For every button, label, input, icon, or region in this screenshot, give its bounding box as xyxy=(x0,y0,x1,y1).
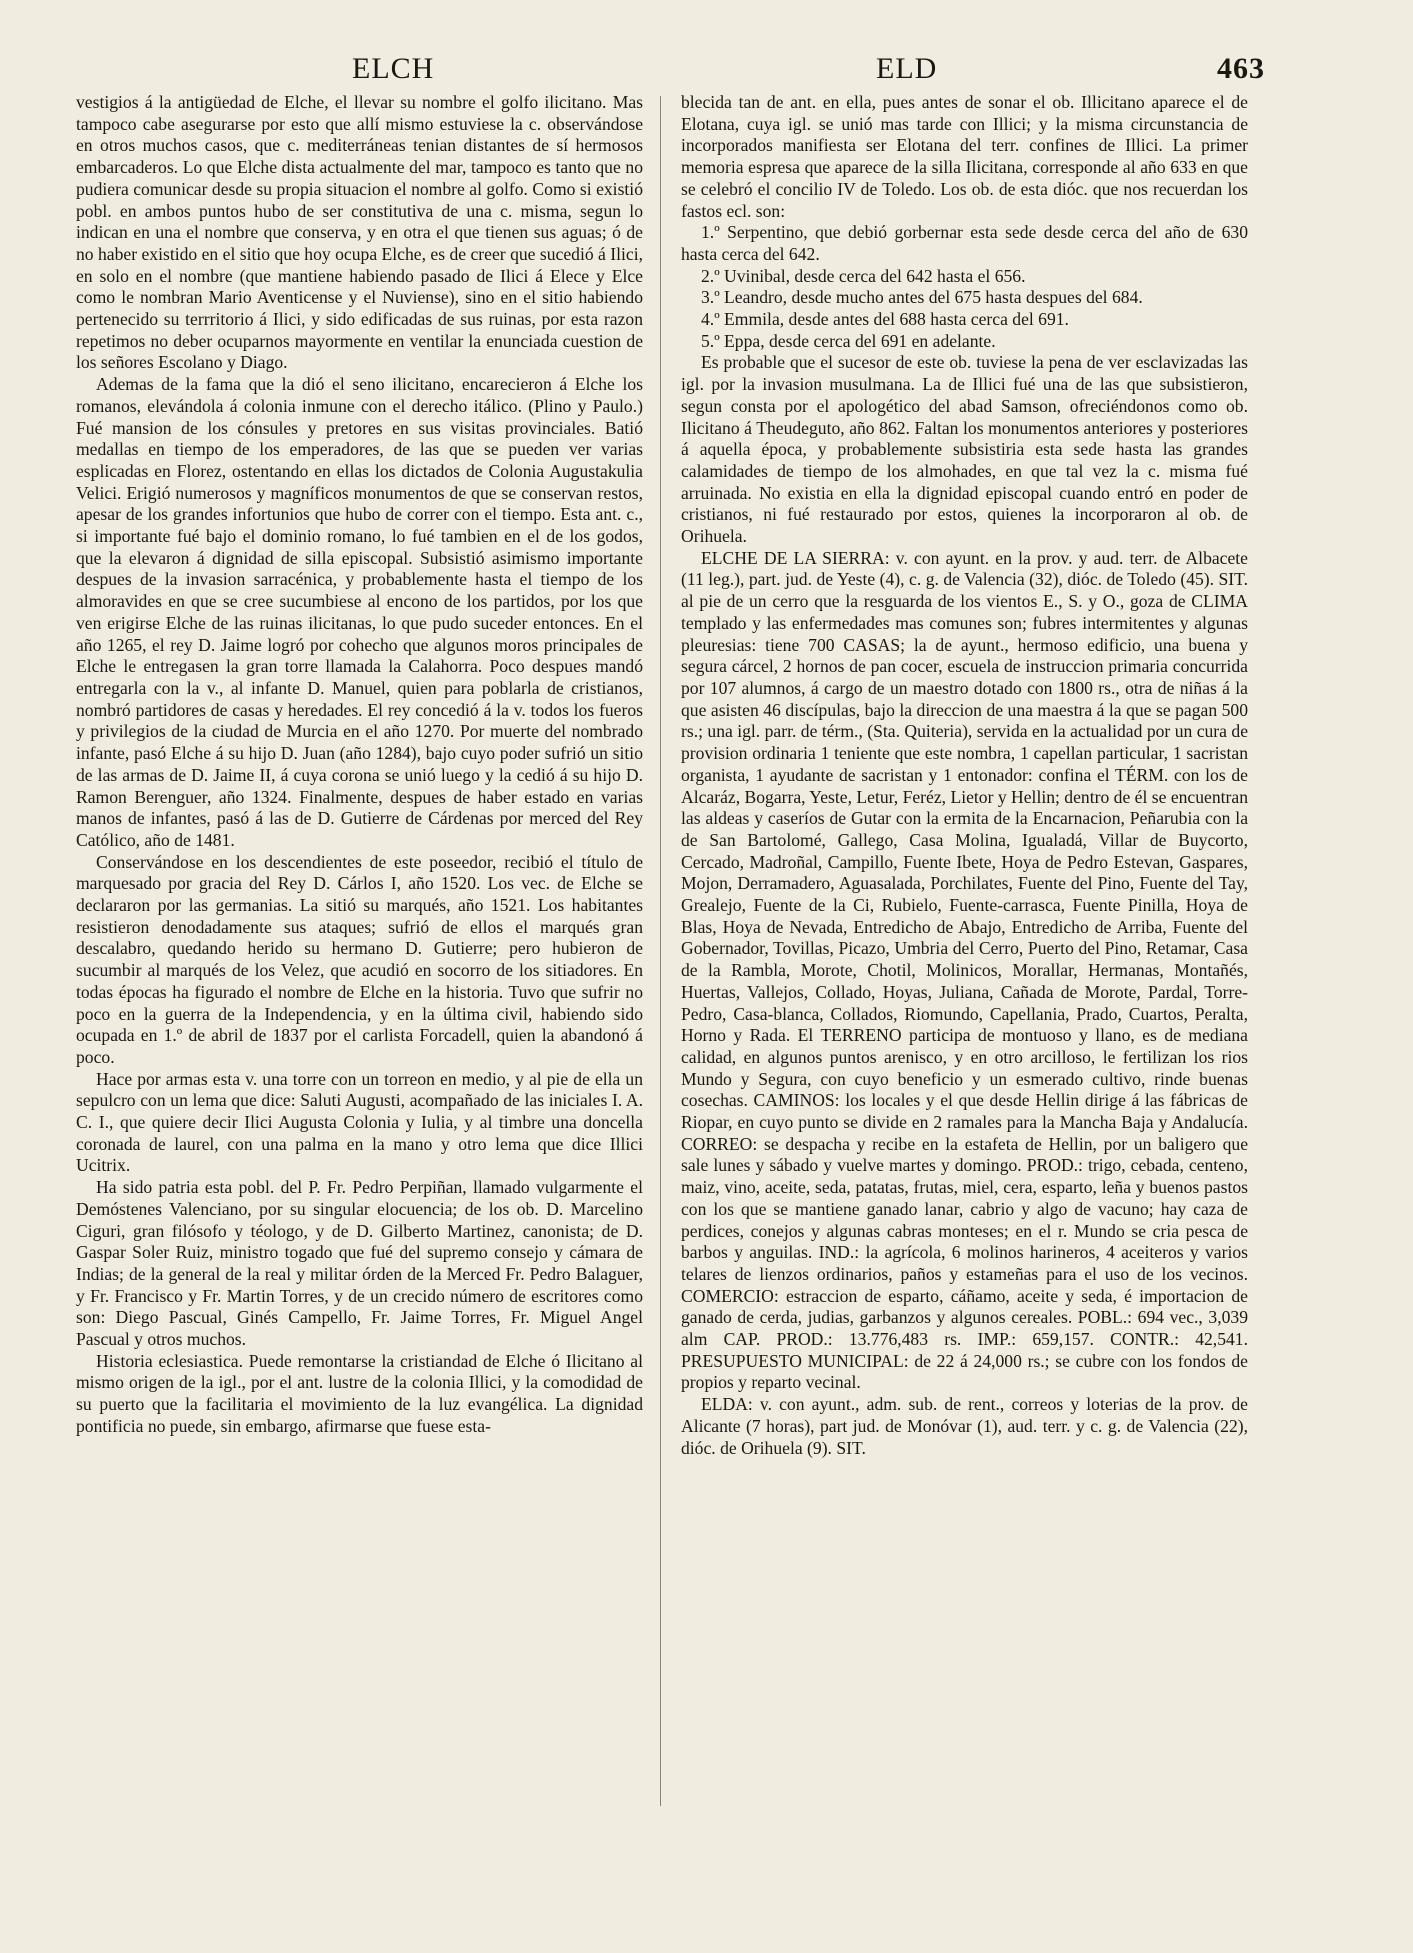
list-item: 4.º Emmila, desde antes del 688 hasta cerca del 691. xyxy=(701,309,1069,330)
paragraph: Es probable que el sucesor de este ob. tuviese la pena de ver esclavizadas las igl. por la invasion musulmana. La de Illici fué una de las que subsistieron, segun consta por el apologético del abad Samson, ofreciéndonos como ob. Ilicitano á Theudeguto, año 862. Faltan los monumentos anteriores y posteriores á aquella época, y probablemente subsistiria esta sede hasta las grandes calamidades de tiempo de los almohades, en que tal vez la c. misma fué arruinada. No existia en ella la dignidad episcopal cuando entró en poder de cristianos, ni fué restaurado por estos, quienes la incorporaron al ob. de Orihuela. xyxy=(681,352,1248,547)
paragraph: Ha sido patria esta pobl. del P. Fr. Pedro Perpiñan, llamado vulgarmente el Demóstenes Valenciano, por su singular elocuencia; de los ob. D. Marcelino Ciguri, gran filósofo y téologo, y de D. Gilberto Martinez, canonista; de D. Gaspar Soler Ruiz, ministro togado que fué del supremo consejo y cámara de Indias; de la general de la real y militar órden de la Merced Fr. Pedro Balaguer, y Fr. Francisco y Fr. Martin Torres, y de un crecido número de escritores como son: Diego Pascual, Ginés Campello, Fr. Jaime Torres, Fr. Miguel Angel Pascual y otros muchos. xyxy=(76,1177,643,1350)
page-number: 463 xyxy=(1217,52,1265,85)
paragraph: Conservándose en los descendientes de este poseedor, recibió el título de marquesado por gracia del Rey D. Cárlos I, año 1520. Los vec. de Elche se declararon por las germanias. La sitió su marqués, año 1521. Los habitantes resistieron denodadamente sus ataques; sufrió de ellos el marqués gran descalabro, quedando herido su hermano D. Gutierre; pero hubieron de sucumbir al marqués de los Velez, que acudió en socorro de los sitiadores. En todas épocas ha figurado el nombre de Elche en la historia. Tuvo que sufrir no poco en la guerra de la Independencia, y en la última civil, habiendo sido ocupada en 1.º de abril de 1837 por el carlista Forcadell, quien la abandonó á poco. xyxy=(76,851,643,1067)
paragraph: Hace por armas esta v. una torre con un torreon en medio, y al pie de ella un sepulcro con un lema que dice: Saluti Augusti, acompañado de las iniciales I. A. C. I., que quiere decir Ilici Augusta Colonia y Iulia, y al timbre una doncella coronada de laurel, con una palma en la mano y otro lema que dice Illici Ucitrix. xyxy=(76,1068,643,1176)
right-column xyxy=(681,92,1248,1459)
entry-elche-de-la-sierra: ELCHE DE LA SIERRA: v. con ayunt. en la prov. y aud. terr. de Albacete (11 leg.), part. jud. de Yeste (4), c. g. de Valencia (32), dióc. de Toledo (45). SIT. al pie de un cerro que la resguarda de los vientos E., S. y O., goza de CLIMA templado y las enfermedades mas comunes son; fubres intermitentes y algunas pleuresias: tiene 700 CASAS; la de ayunt., hermoso edificio, una buena y segura cárcel, 2 hornos de pan cocer, escuela de instruccion primaria concurrida por 107 alumnos, á cargo de un maestro dotado con 1800 rs., otra de niñas á la que asisten 46 discípulas, bajo la direccion de una maestra á la que se pagan 500 rs.; una igl. parr. de térm., (Sta. Quiteria), servida en la actualidad por un cura de provision ordinaria 1 teniente que este nombra, 1 capellan particular, 1 sacristan organista, 1 ayudante de sacristan y 1 entonador: confina el TÉRM. con los de Alcaráz, Bogarra, Yeste, Letur, Feréz, Lietor y Hellin; dentro de él se encuentran las aldeas y caseríos de Gutar con la ermita de la Encarnacion, Peñarubia con la de San Bartolomé, Gallego, Casa Molina, Igualadá, Villar de Buycorto, Cercado, Madroñal, Campillo, Fuente Ibete, Hoya de Pedro Estevan, Gaspares, Mojon, Derramadero, Aguasalada, Porchilates, Fuente del Pino, Fuente del Tay, Grealejo, Fuente de la Ci, Rubielo, Fuente-carrasca, Fuente Pinilla, Hoya de Blas, Hoya de Nevada, Entredicho de Abajo, Entredicho de Arriba, Fuente del Gobernador, Tovillas, Picazo, Umbria del Cerro, Puerto del Pino, Retamar, Casa de la Rambla, Morote, Chotil, Molinicos, Morallar, Hermanas, Montañés, Huertas, Vallejos, Collado, Hoyas, Juliana, Cañada de Morote, Pardal, Torre-Pedro, Casa-blanca, Collados, Riomundo, Capellania, Prado, Cuartos, Peralta, Horno y Rada. El TERRENO participa de montuoso y llano, es de mediana calidad, en algunos puntos arenisco, y en otro arcilloso, le fertilizan los rios Mundo y Segura, con cuyo beneficio y un esmerado cultivo, rinde buenas cosechas. CAMINOS: los locales y el que desde Hellin dirige á las fábricas de Riopar, en cuyo punto se divide en 2 ramales para la Mancha Baja y Andalucía. CORREO: se despacha y recibe en la estafeta de Hellin, por un baligero que sale lunes y sábado y vuelve martes y domingo. PROD.: trigo, cebada, centeno, maiz, vino, aceite, seda, patatas, frutas, miel, cera, esparto, leña y buenos pastos con los que se mantiene ganado lanar, cabrio y algo de vacuno; hay caza de perdices, conejos y algunas cabras monteses; en el r. Mundo se cria pesca de barbos y anguilas. IND.: la agrícola, 6 molinos harineros, 4 aceiteros y varios telares de lienzos ordinarios, paños y estameñas para el uso de los vecinos. COMERCIO: estraccion de esparto, cáñamo, aceite y seda, é importacion de ganado de cerda, judias, garbanzos y algunos cereales. POBL.: 694 vec., 3,039 alm CAP. PROD.: 13.776,483 rs. IMP.: 659,157. CONTR.: 42,541. PRESUPUESTO MUNICIPAL: de 22 á 24,000 rs.; se cubre con los fondos de propios y reparto vecinal. xyxy=(681,547,1248,1393)
list-item: 2.º Uvinibal, desde cerca del 642 hasta el 656. xyxy=(701,265,1026,286)
paragraph: Historia eclesiastica. Puede remontarse la cristiandad de Elche ó Ilicitano al mismo origen de la igl., por el ant. lustre de la colonia Illici, y la comodidad de su puerto que la facilitaria el movimiento de la luz evangélica. La dignidad pontificia no puede, sin embargo, afirmarse que fuese esta- xyxy=(76,1350,643,1436)
list-item: 5.º Eppa, desde cerca del 691 en adelante. xyxy=(701,330,996,351)
left-column xyxy=(76,92,643,1438)
running-head-right: ELD xyxy=(876,52,938,85)
running-head-left: ELCH xyxy=(352,52,435,85)
paragraph: blecida tan de ant. en ella, pues antes de sonar el ob. Illicitano aparece el de Elotana, cuya igl. se unió mas tarde con Illici; y la misma circunstancia de incorporados manifiesta ser Elotana del terr. confines de Illici. La primer memoria espresa que aparece de la silla Ilicitana, corresponde al año 633 en que se celebró el concilio IV de Toledo. Los ob. de esta dióc. que nos recuerdan los fastos ecl. son: xyxy=(681,92,1248,221)
paragraph: vestigios á la antigüedad de Elche, el llevar su nombre el golfo ilicitano. Mas tampoco cabe asegurarse por esto que allí mismo estuviese la c. observándose en otros muchos casos, que c. mediterráneas tenian distantes de sí hermosos embarcaderos. Lo que Elche dista actualmente del mar, tampoco es tanto que no pudiera comunicar desde su propia situacion el nombre al golfo. Como si existió pobl. en ambos puntos hubo de ser constitutiva de una c. misma, segun lo indican en una el nombre que conserva, y en otra el que tienen sus aguas; ó de no haber existido en el sitio que hoy ocupa Elche, es de creer que sucedió á Ilici, en solo en el nombre (que mantiene habiendo pasado de Ilici á Elece y Elce como le nombran Mario Aventicense y el Nuviense), sino en el sitio habiendo pertenecido su terrritorio á Ilici, y sido edificadas de sus ruinas, por esta razon repetimos no deber ocuparnos mayormente en ventilar la enunciada cuestion de los señores Escolano y Diago. xyxy=(76,92,643,373)
paragraph: Ademas de la fama que la dió el seno ilicitano, encarecieron á Elche los romanos, elevándola á colonia inmune con el derecho itálico. (Plino y Paulo.) Fué mansion de los cónsules y pretores en sus visitas provinciales. Batió medallas en tiempo de los emperadores, de las que se pueden ver varias esplicadas en Florez, ostentando en ellas los dictados de Colonia Augustakulia Velici. Erigió numerosos y magníficos monumentos de que se conservan restos, apesar de los grandes infortunios que hubo de correr con el tiempo. Esta ant. c., si importante fué bajo el dominio romano, lo fué tambien en el de los godos, que la elevaron á dignidad de silla episcopal. Subsistió asimismo importante despues de la invasion sarracénica, y probablemente hasta el tiempo de los almoravides en que se cree sucumbiese al encono de los partidos, por los que ven erigirse Elche de las ruinas ilicitanas, lo que pudo suceder entonces. En el año 1265, el rey D. Jaime logró por cohecho que algunos moros principales de Elche le entregasen la gran torre llamada la Calahorra. Poco despues mandó entregarla con la v., al infante D. Manuel, quien para poblarla de cristianos, nombró partidores de casas y heredades. El rey concedió á la v. todos los fueros y privilegios de la ciudad de Murcia en el año 1270. Por muerte del nombrado infante, pasó Elche á su hijo D. Juan (año 1284), bajo cuyo poder sufrió un sitio de las armas de D. Jaime II, á cuya corona se unió luego y la cedió á su hijo D. Ramon Berenguer, año 1324. Finalmente, despues de haber estado en varias manos de infantes, pasó á las de D. Gutierre de Cárdenas por merced del Rey Católico, año de 1481. xyxy=(76,374,643,850)
list-item: 3.º Leandro, desde mucho antes del 675 hasta despues del 684. xyxy=(701,287,1143,308)
list-item: 1.º Serpentino, que debió gorbernar esta sede desde cerca del año de 630 hasta cerca del 642. xyxy=(681,222,1248,264)
column-divider xyxy=(660,96,661,1806)
entry-elda: ELDA: v. con ayunt., adm. sub. de rent., correos y loterias de la prov. de Alicante (7 horas), part jud. de Monóvar (1), aud. terr. y c. g. de Valencia (22), dióc. de Orihuela (9). SIT. xyxy=(681,1394,1248,1458)
